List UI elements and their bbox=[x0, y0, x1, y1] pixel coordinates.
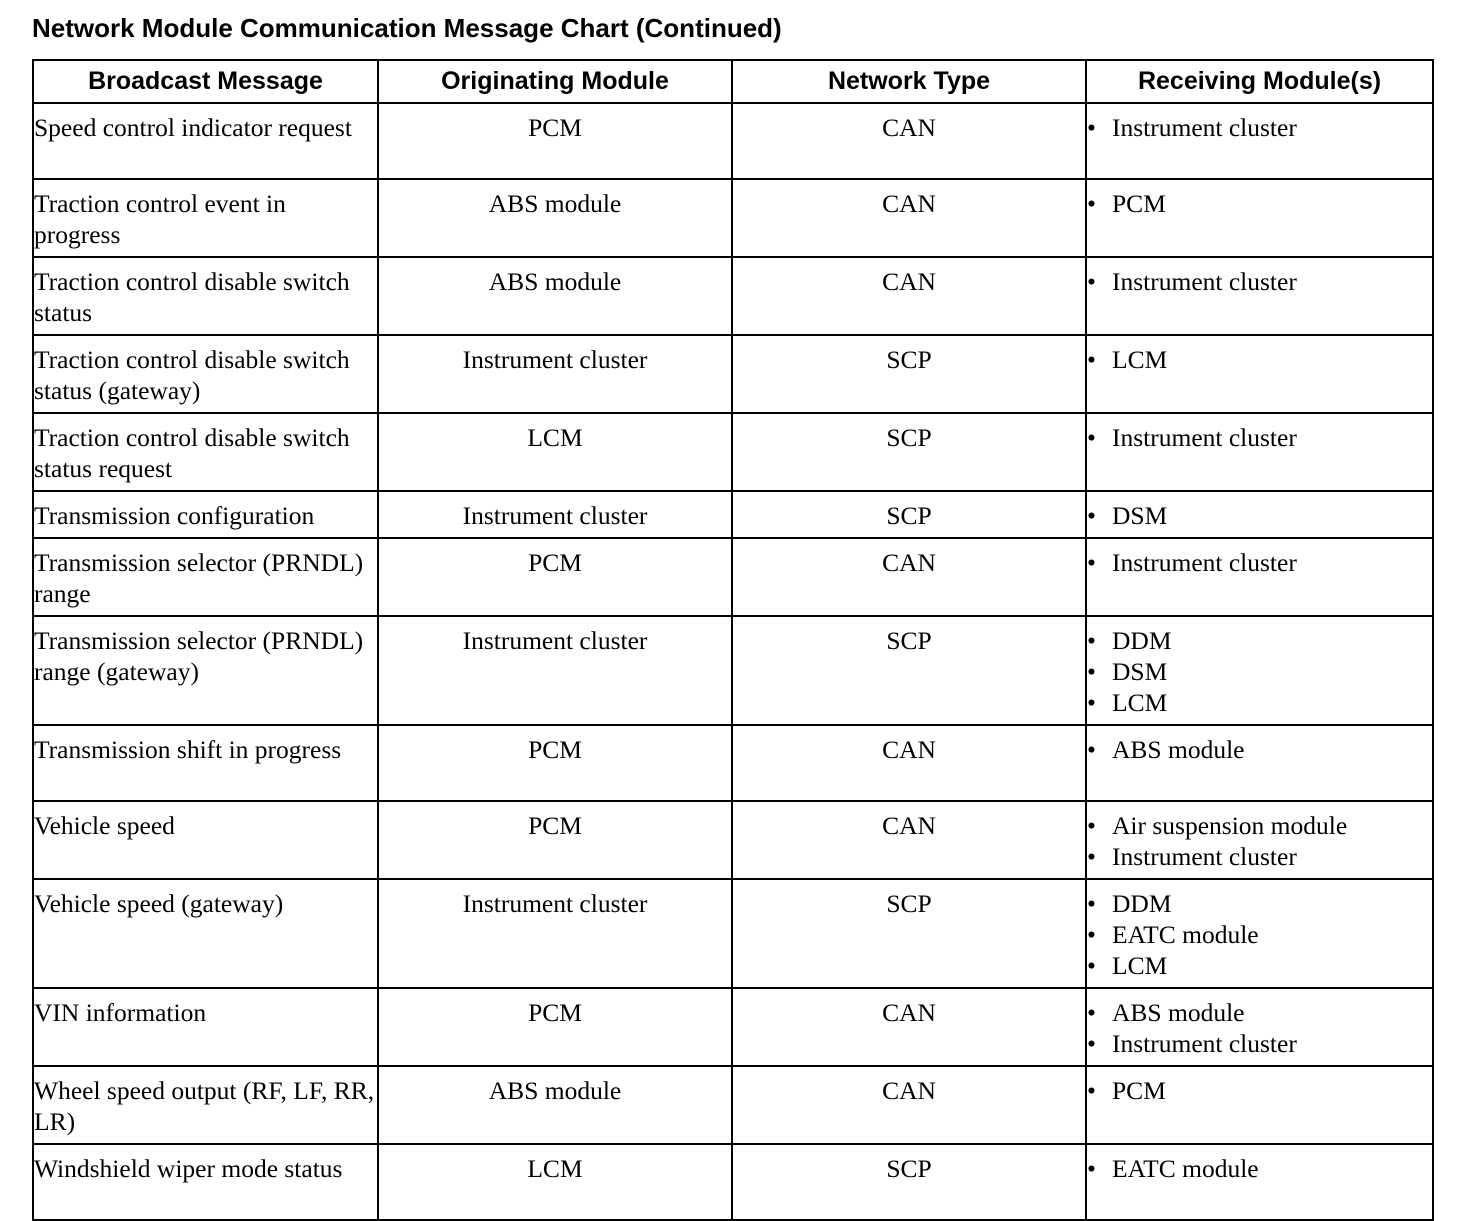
table-row bbox=[33, 257, 1433, 335]
table-row bbox=[33, 413, 1433, 491]
network-type-cell: SCP bbox=[732, 616, 1086, 725]
originating-module-cell: ABS module bbox=[378, 1066, 732, 1144]
receiving-modules-cell bbox=[1086, 538, 1433, 616]
network-type-cell: CAN bbox=[732, 179, 1086, 257]
originating-module-cell: ABS module bbox=[378, 257, 732, 335]
originating-module-cell: LCM bbox=[378, 1144, 732, 1220]
broadcast-message-cell: Traction control disable switch status bbox=[33, 257, 378, 335]
receiving-module-item: • LCM bbox=[1087, 950, 1432, 981]
receiving-module-item: • Instrument cluster bbox=[1087, 112, 1432, 143]
network-type-cell: CAN bbox=[732, 725, 1086, 801]
column-header-broadcast-message: Broadcast Message bbox=[33, 60, 378, 103]
network-type-cell: SCP bbox=[732, 879, 1086, 988]
receiving-module-item: • LCM bbox=[1087, 344, 1432, 375]
message-chart-table bbox=[32, 59, 1434, 1221]
receiving-modules-cell bbox=[1086, 413, 1433, 491]
receiving-module-item: • DSM bbox=[1087, 500, 1432, 531]
network-type-cell: CAN bbox=[732, 988, 1086, 1066]
network-type-cell: SCP bbox=[732, 335, 1086, 413]
broadcast-message-cell: Transmission selector (PRNDL) range bbox=[33, 538, 378, 616]
receiving-module-item: • PCM bbox=[1087, 188, 1432, 219]
receiving-modules-cell bbox=[1086, 491, 1433, 538]
broadcast-message-cell: Traction control disable switch status (gateway) bbox=[33, 335, 378, 413]
receiving-module-item: • DDM bbox=[1087, 625, 1432, 656]
receiving-modules-cell bbox=[1086, 1066, 1433, 1144]
receiving-modules-cell bbox=[1086, 725, 1433, 801]
originating-module-cell: Instrument cluster bbox=[378, 491, 732, 538]
table-row bbox=[33, 491, 1433, 538]
originating-module-cell: PCM bbox=[378, 103, 732, 179]
originating-module-cell: LCM bbox=[378, 413, 732, 491]
receiving-modules-cell bbox=[1086, 179, 1433, 257]
table-row bbox=[33, 725, 1433, 801]
receiving-module-item: • ABS module bbox=[1087, 734, 1432, 765]
network-type-cell: SCP bbox=[732, 491, 1086, 538]
receiving-modules-cell bbox=[1086, 103, 1433, 179]
broadcast-message-cell: Vehicle speed bbox=[33, 801, 378, 879]
receiving-module-item: • DDM bbox=[1087, 888, 1432, 919]
broadcast-message-cell: Traction control disable switch status request bbox=[33, 413, 378, 491]
receiving-module-item: • Instrument cluster bbox=[1087, 547, 1432, 578]
table-row bbox=[33, 1066, 1433, 1144]
column-header-originating-module: Originating Module bbox=[378, 60, 732, 103]
originating-module-cell: PCM bbox=[378, 988, 732, 1066]
receiving-module-item: • LCM bbox=[1087, 687, 1432, 718]
column-header-receiving-modules: Receiving Module(s) bbox=[1086, 60, 1433, 103]
table-row bbox=[33, 538, 1433, 616]
originating-module-cell: PCM bbox=[378, 538, 732, 616]
network-type-cell: CAN bbox=[732, 801, 1086, 879]
network-type-cell: SCP bbox=[732, 413, 1086, 491]
table-row bbox=[33, 1144, 1433, 1220]
receiving-module-item: • ABS module bbox=[1087, 997, 1432, 1028]
receiving-module-item: • Instrument cluster bbox=[1087, 1028, 1432, 1059]
receiving-module-item: • Instrument cluster bbox=[1087, 266, 1432, 297]
originating-module-cell: Instrument cluster bbox=[378, 335, 732, 413]
table-row bbox=[33, 879, 1433, 988]
receiving-module-item: • Air suspension module bbox=[1087, 810, 1432, 841]
receiving-module-item: • EATC module bbox=[1087, 1153, 1432, 1184]
column-header-network-type: Network Type bbox=[732, 60, 1086, 103]
originating-module-cell: Instrument cluster bbox=[378, 879, 732, 988]
originating-module-cell: PCM bbox=[378, 725, 732, 801]
network-type-cell: SCP bbox=[732, 1144, 1086, 1220]
broadcast-message-cell: Transmission selector (PRNDL) range (gateway) bbox=[33, 616, 378, 725]
broadcast-message-cell: Speed control indicator request bbox=[33, 103, 378, 179]
broadcast-message-cell: Transmission shift in progress bbox=[33, 725, 378, 801]
broadcast-message-cell: Windshield wiper mode status bbox=[33, 1144, 378, 1220]
network-type-cell: CAN bbox=[732, 103, 1086, 179]
broadcast-message-cell: Traction control event in progress bbox=[33, 179, 378, 257]
broadcast-message-cell: VIN information bbox=[33, 988, 378, 1066]
table-row bbox=[33, 988, 1433, 1066]
originating-module-cell: PCM bbox=[378, 801, 732, 879]
broadcast-message-cell: Vehicle speed (gateway) bbox=[33, 879, 378, 988]
receiving-modules-cell bbox=[1086, 335, 1433, 413]
originating-module-cell: Instrument cluster bbox=[378, 616, 732, 725]
receiving-modules-cell bbox=[1086, 801, 1433, 879]
receiving-module-item: • EATC module bbox=[1087, 919, 1432, 950]
table-row bbox=[33, 616, 1433, 725]
table-row bbox=[33, 801, 1433, 879]
header-row bbox=[33, 60, 1433, 103]
receiving-modules-cell bbox=[1086, 879, 1433, 988]
table-row bbox=[33, 179, 1433, 257]
receiving-module-item: • DSM bbox=[1087, 656, 1432, 687]
broadcast-message-cell: Wheel speed output (RF, LF, RR, LR) bbox=[33, 1066, 378, 1144]
receiving-modules-cell bbox=[1086, 1144, 1433, 1220]
page-title: Network Module Communication Message Chart (Continued) bbox=[32, 13, 782, 43]
receiving-modules-cell bbox=[1086, 988, 1433, 1066]
network-type-cell: CAN bbox=[732, 257, 1086, 335]
broadcast-message-cell: Transmission configuration bbox=[33, 491, 378, 538]
originating-module-cell: ABS module bbox=[378, 179, 732, 257]
receiving-module-item: • Instrument cluster bbox=[1087, 841, 1432, 872]
receiving-modules-cell bbox=[1086, 257, 1433, 335]
receiving-modules-cell bbox=[1086, 616, 1433, 725]
network-type-cell: CAN bbox=[732, 1066, 1086, 1144]
receiving-module-item: • PCM bbox=[1087, 1075, 1432, 1106]
receiving-module-item: • Instrument cluster bbox=[1087, 422, 1432, 453]
network-type-cell: CAN bbox=[732, 538, 1086, 616]
table-row bbox=[33, 103, 1433, 179]
table-row bbox=[33, 335, 1433, 413]
